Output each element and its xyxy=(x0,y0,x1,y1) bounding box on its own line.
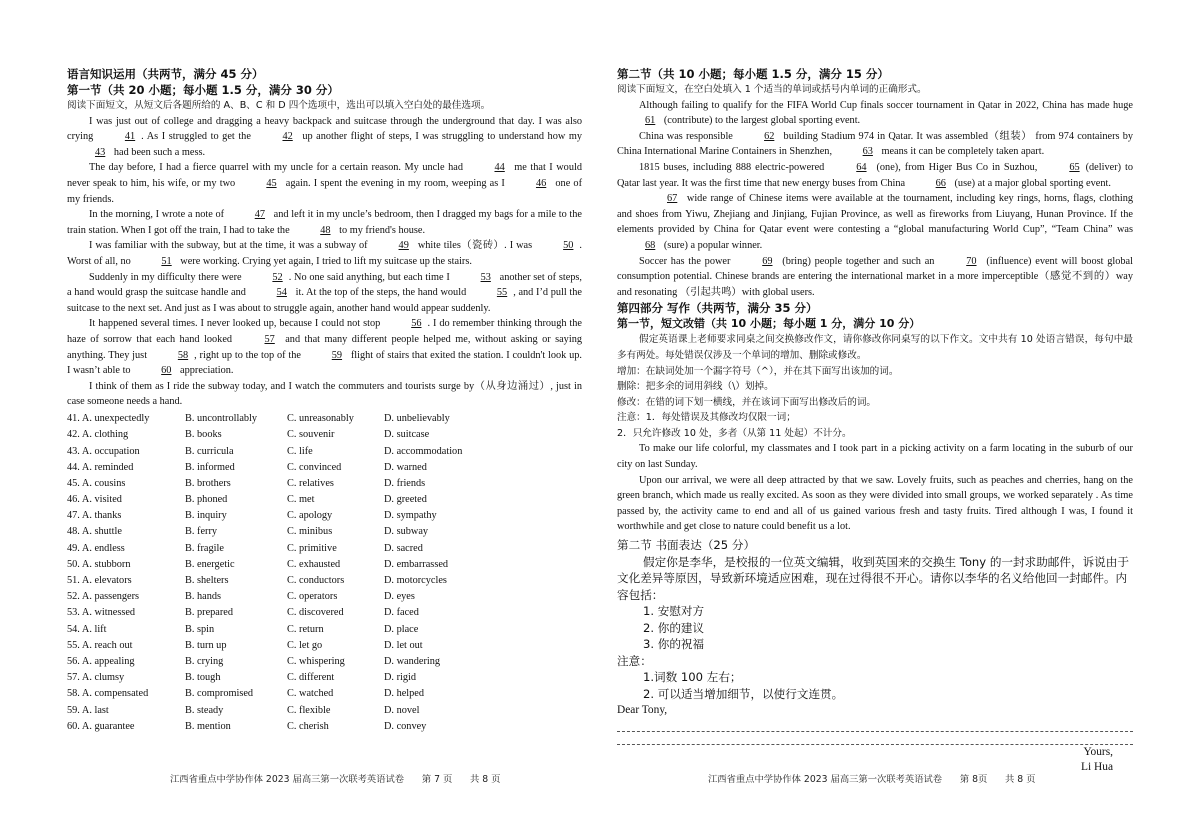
letter-signature: Li Hua xyxy=(1081,760,1113,773)
essay-para-2: Upon our arrival, we were all deep attracted by that we saw. Lovely fruits, such as peaches and cherries, hang on the green branch, which made us really excited. As soon as they were divided into small groups, we worked separately . As time passed by, the activity came to end and all of us gained various fresh and tasty fruits. Tired although I was, I found it worthwhile and get close to nature could benefit us a lot. xyxy=(617,474,1133,533)
content-item: 2. 你的建议 xyxy=(643,620,705,635)
grammar-para-5: Soccer has the power 69 (bring) people together and such an 70 (influence) event will boost global consumption potential. Chinese brands are entering the international market in a more imperceptible（感觉不到的）way and resonating （引起共鸣）with global users. xyxy=(617,255,1133,298)
option-row-55: 55. A. reach out B. turn up C. let go D. let out xyxy=(67,639,423,651)
section1-instructions: 阅读下面短文，从短文后各题所给的 A、B、C 和 D 四个选项中，选出可以填入空白处的最佳选项。 xyxy=(67,100,491,111)
blank-60: 60 xyxy=(161,365,172,377)
blank-59: 59 xyxy=(331,349,343,361)
page-footer-right: 江西省重点中学协作体 2023 届高三第一次联考英语试卷 第 8页 共 8 页 xyxy=(708,774,1036,785)
answer-line[interactable] xyxy=(617,719,1133,732)
blank-53: 53 xyxy=(480,271,491,283)
blank-47: 47 xyxy=(254,209,266,221)
blank-54: 54 xyxy=(276,287,287,299)
option-row-57: 57. A. clumsy B. tough C. different D. rigid xyxy=(67,672,417,684)
writing-section xyxy=(617,537,1133,775)
left-column xyxy=(67,66,582,735)
blank-57: 57 xyxy=(264,333,275,345)
cloze-para-3: In the morning, I wrote a note of 47 and left it in my uncle’s bedroom, then I dragged my bags for a mile to the train station. When I got off the train, I had to take the 48 to my friend's house. xyxy=(67,207,582,238)
option-row-52: 52. A. passengers B. hands C. operators D. eyes xyxy=(67,591,415,603)
option-row-54: 54. A. lift B. spin C. return D. place xyxy=(67,623,419,635)
option-row-42: 42. A. clothing B. books C. souvenir D. suitcase xyxy=(67,429,430,441)
section2-instructions: 阅读下面短文，在空白处填入 1 个适当的单词或括号内单词的正确形式。 xyxy=(617,84,927,95)
option-row-41: 41. A. unexpectedly B. uncontrollably C. unreasonably D. unbelievably xyxy=(67,413,450,425)
blank-50: 50 xyxy=(563,240,574,252)
option-row-48: 48. A. shuttle B. ferry C. minibus D. subway xyxy=(67,526,429,538)
writing-section-title: 第二节 书面表达（25 分） xyxy=(617,538,756,553)
cloze-para-2: The day before, I had a fierce quarrel with my uncle for a certain reason. My uncle had 44 me that I would never speak to him, his wife, or my two 45 again. I spent the evening in my room, weeping as I 46 one of my friends. xyxy=(67,162,583,205)
letter-closing: Yours, xyxy=(1083,745,1113,758)
grammar-para-4: 67 wide range of Chinese items were available at the tournament, including key rings, horns, flags, clothing and shoes from Yiwu, Zhejiang and Jinjiang, Fujian Province, as well as fireworks from Liuyang, Hunan Province. If the elements provided by China for Qatar event were contesting a “global manufacturing World Cup”, “Team China” was 68 (sure) a popular winner. xyxy=(617,191,1133,253)
option-row-45: 45. A. cousins B. brothers C. relatives D. friends xyxy=(67,477,426,489)
blank-70: 70 xyxy=(966,255,977,267)
blank-58: 58 xyxy=(177,349,189,361)
blank-45: 45 xyxy=(266,177,277,189)
writing-task: 假定你是李华，是校报的一位英文编辑，收到英国来的交换生 Tony 的一封求助邮件，诉说由于文化差异等原因，导致新环境适应困难，现在过得很不开心。请你以李华的名义给他回一封邮件。内容包括： xyxy=(617,554,1129,602)
blank-61: 61 xyxy=(645,115,656,127)
blank-46: 46 xyxy=(535,177,547,189)
blank-49: 49 xyxy=(398,240,409,252)
cloze-para-7: I think of them as I ride the subway today, and I watch the commuters and tourists surge by（从身边涌过）, just in case someone needs a hand. xyxy=(67,380,582,408)
option-row-51: 51. A. elevators B. shelters C. conductors D. motorcycles xyxy=(67,575,447,587)
grammar-para-3: 1815 buses, including 888 electric-powered 64 (one), from Higer Bus Co in Suzhou, 65 (deliver) to Qatar last year. It was the first time that new energy buses from China 66 (use) at a major global sporting event. xyxy=(617,160,1133,191)
blank-41: 41 xyxy=(124,131,136,143)
writing-content-list xyxy=(617,603,1133,653)
correction-instructions: 假定英语课上老师要求同桌之间交换修改作文，请你修改你同桌写的以下作文。文中共有 10 处语言错误，每句中最多有两处。每处错误仅涉及一个单词的增加、删除或修改。 xyxy=(617,334,1133,361)
correction-note-1: 注意：1．每处错误及其修改均仅限一词； xyxy=(617,412,796,424)
cloze-para-6: It happened several times. I never looked up, because I could not stop 56 . I do remember thinking through the haze of sorrow that each hand looked 57 and that many different people helped me, without asking or saying anything. They just 58 , right up to the top of the 59 flight of stairs that exited the station. I couldn't look up. I wasn’t able to 60 appreciation. xyxy=(67,316,582,378)
correction-note-2: 2．只允许修改 10 处，多者（从第 11 处起）不计分。 xyxy=(617,427,852,439)
part-title: 语言知识运用（共两节，满分 45 分） xyxy=(67,67,264,81)
blank-48: 48 xyxy=(320,224,331,236)
grammar-para-2: China was responsible 62 building Stadium 974 in Qatar. It was assembled（组装） from 974 containers by China International Marine Containers in Shenzhen, 63 means it can be completely taken apart. xyxy=(617,129,1133,160)
grammar-para-1: Although failing to qualify for the FIFA World Cup finals soccer tournament in Qatar in 2022, China has made huge 61 (contribute) to the largest global sporting event. xyxy=(617,98,1133,129)
answer-line[interactable] xyxy=(617,732,1133,745)
content-item: 3. 你的祝福 xyxy=(643,637,705,652)
blank-56: 56 xyxy=(411,318,422,330)
part4-title: 第四部分 写作（共两节，满分 35 分） xyxy=(617,301,818,316)
blank-43: 43 xyxy=(95,146,106,158)
correction-rule-add: 增加：在缺词处加一个漏字符号（^），并在其下面写出该加的词。 xyxy=(617,365,899,377)
blank-51: 51 xyxy=(161,255,172,267)
cloze-para-4: I was familiar with the subway, but at the time, it was a subway of 49 white tiles（瓷砖）. I was 50 . Worst of all, no 51 were working. Crying yet again, I tried to lift my suitcase up the stairs. xyxy=(67,238,582,269)
blank-69: 69 xyxy=(762,255,773,267)
note-item: 2. 可以适当增加细节，以使行文连贯。 xyxy=(643,686,844,701)
blank-55: 55 xyxy=(496,287,508,299)
blank-42: 42 xyxy=(282,131,293,143)
blank-67: 67 xyxy=(667,193,678,205)
blank-62: 62 xyxy=(764,130,775,142)
option-row-58: 58. A. compensated B. compromised C. watched D. helped xyxy=(67,688,425,700)
option-row-43: 43. A. occupation B. curricula C. life D. accommodation xyxy=(67,445,463,457)
blank-65: 65 xyxy=(1069,161,1080,173)
option-row-49: 49. A. endless B. fragile C. primitive D. sacred xyxy=(67,542,423,554)
notes-list xyxy=(617,669,1133,702)
option-row-59: 59. A. last B. steady C. flexible D. novel xyxy=(67,704,420,716)
correction-rule-modify: 修改：在错的词下划一横线，并在该词下面写出修改后的词。 xyxy=(617,396,877,408)
cloze-para-5: Suddenly in my difficulty there were 52 . No one said anything, but each time I 53 another set of steps, a hand would grasp the suitcase handle and 54 it. At the top of the steps, the hand would 55 , and I’d pull the suitcase to the next set. And just as I was about to struggle again, another hand would appear suddenly. xyxy=(67,271,582,314)
blank-52: 52 xyxy=(272,271,283,283)
option-row-53: 53. A. witnessed B. prepared C. discovered D. faced xyxy=(67,607,419,619)
correction-section-title: 第一节，短文改错（共 10 小题；每小题 1 分，满分 10 分） xyxy=(617,317,921,331)
section2-title: 第二节（共 10 小题；每小题 1.5 分，满分 15 分） xyxy=(617,67,889,81)
cloze-options xyxy=(67,411,582,735)
option-row-56: 56. A. appealing B. crying C. whispering D. wandering xyxy=(67,655,441,667)
section1-title: 第一节（共 20 小题；每小题 1.5 分，满分 30 分） xyxy=(67,83,339,97)
option-row-47: 47. A. thanks B. inquiry C. apology D. sympathy xyxy=(67,510,437,522)
content-item: 1. 安慰对方 xyxy=(643,604,705,619)
blank-66: 66 xyxy=(935,177,946,189)
letter-salutation: Dear Tony, xyxy=(617,704,668,717)
blank-68: 68 xyxy=(645,239,656,251)
blank-64: 64 xyxy=(856,161,867,173)
essay-para-1: To make our life colorful, my classmates and I took part in a picking activity on a farm locating in the suburb of our city on last Sunday. xyxy=(617,443,1133,471)
option-row-46: 46. A. visited B. phoned C. met D. greeted xyxy=(67,494,427,506)
option-row-44: 44. A. reminded B. informed C. convinced D. warned xyxy=(67,461,427,473)
blank-63: 63 xyxy=(862,146,873,158)
correction-rule-delete: 删除：把多余的词用斜线（\）划掉。 xyxy=(617,381,774,393)
blank-44: 44 xyxy=(494,162,505,174)
option-row-60: 60. A. guarantee B. mention C. cherish D. convey xyxy=(67,720,427,732)
notes-label: 注意： xyxy=(617,653,652,668)
note-item: 1.词数 100 左右； xyxy=(643,670,742,685)
page-footer-left: 江西省重点中学协作体 2023 届高三第一次联考英语试卷 第 7 页 共 8 页 xyxy=(170,774,501,785)
cloze-para-1: I was just out of college and dragging a heavy backpack and suitcase through the underground that day. I was also crying 41 . As I struggled to get the 42 up another flight of steps, I was struggling to understand how my 43 had been such a mess. xyxy=(67,114,582,161)
right-column xyxy=(617,66,1133,775)
option-row-50: 50. A. stubborn B. energetic C. exhausted D. embarrassed xyxy=(67,558,449,570)
